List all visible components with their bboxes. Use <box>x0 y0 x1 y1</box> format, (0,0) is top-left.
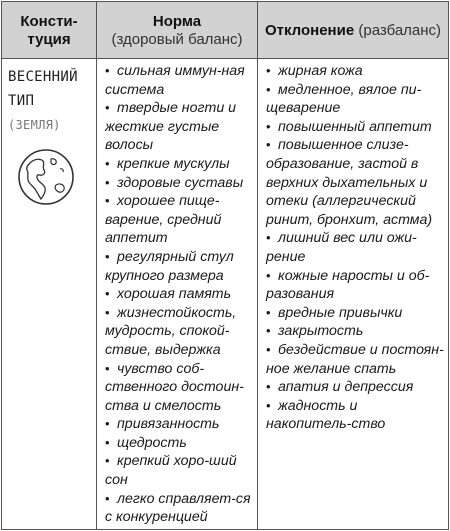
norm-item <box>105 490 253 527</box>
deviation-item <box>266 81 444 118</box>
bullet: • <box>266 323 271 339</box>
header-deviation <box>258 2 449 59</box>
bullet: • <box>105 193 110 209</box>
header-norm-subtitle: (здоровый баланс) <box>111 31 243 48</box>
type-title-element: (ЗЕМЛЯ) <box>8 118 61 132</box>
bullet: • <box>105 155 110 171</box>
norm-item-text: здоровые суставы <box>117 174 244 191</box>
deviation-item <box>266 341 444 378</box>
deviation-item <box>266 397 444 434</box>
norm-item-text: щедрость <box>117 434 187 451</box>
type-title-line1: ВЕСЕННИЙ <box>8 69 78 85</box>
deviation-item <box>266 229 444 266</box>
norm-item-text: сильная иммун-ная система <box>105 63 245 98</box>
deviation-item-text: апатия и депрессия <box>278 379 414 396</box>
deviation-item-text: жадность и накопитель-ство <box>266 397 386 433</box>
norm-item <box>105 434 253 453</box>
deviation-item-text: повышенный аппетит <box>278 118 432 135</box>
constitution-table <box>1 1 449 530</box>
type-title-line2 <box>8 89 92 137</box>
norm-item <box>105 452 253 489</box>
norm-item <box>105 192 253 248</box>
norm-item-text: крепкий хоро-ший сон <box>105 453 237 489</box>
bullet: • <box>266 397 271 413</box>
deviation-item <box>266 118 444 137</box>
deviation-item-text: медленное, вялое пи-щеварение <box>266 81 422 117</box>
norm-item-text: жизнестойкость, мудрость, спокой-ствие, выдержка <box>105 304 237 358</box>
bullet: • <box>105 490 110 506</box>
bullet: • <box>105 434 110 450</box>
norm-item <box>105 415 253 434</box>
norm-item-text: регулярный стул крупного размера <box>105 248 234 284</box>
norm-item-text: хорошая память <box>117 286 232 303</box>
header-deviation-title: Отклонение <box>264 22 355 39</box>
deviation-item-text: жирная кожа <box>278 63 363 79</box>
type-cell <box>2 59 97 530</box>
norm-item <box>105 285 253 304</box>
deviation-item <box>266 267 444 304</box>
deviation-item-text: повышенное слизе-образование, застой в верхних дыхательных и отеки (аллергический ринит, бронхит, астма) <box>266 137 433 228</box>
norm-item <box>105 360 253 416</box>
globe-icon <box>16 147 76 207</box>
header-constitution <box>2 2 97 59</box>
norm-item-text: твердые ногти и жесткие густые волосы <box>105 100 237 154</box>
bullet: • <box>266 304 271 320</box>
bullet: • <box>266 118 271 134</box>
deviation-item <box>266 62 444 81</box>
norm-item-text: хорошее пище-варение, средний аппетит <box>105 193 222 247</box>
norm-item-text: привязанность <box>117 416 220 433</box>
bullet: • <box>105 416 110 432</box>
norm-item-text: легко справляет-ся с конкуренцией <box>105 490 251 526</box>
spring-type-row <box>2 59 449 530</box>
norm-item-text: чувство соб-ственного достоин-ства и смелость <box>105 360 244 414</box>
deviation-item <box>266 378 444 397</box>
header-norm-title: Норма <box>152 13 202 30</box>
header-constitution-line2: туция <box>27 31 71 48</box>
bullet: • <box>266 230 271 246</box>
bullet: • <box>105 360 110 376</box>
bullet: • <box>266 137 271 153</box>
bullet: • <box>105 453 110 469</box>
bullet: • <box>266 379 271 395</box>
bullet: • <box>105 174 110 190</box>
type-title-main: ТИП <box>8 93 35 109</box>
header-constitution-line1: Консти- <box>20 13 78 30</box>
bullet: • <box>266 267 271 283</box>
norm-item <box>105 99 253 155</box>
deviation-item <box>266 136 444 229</box>
bullet: • <box>266 341 271 357</box>
deviation-item-text: вредные привычки <box>278 304 403 321</box>
norm-list <box>105 62 253 527</box>
deviation-item-text: лишний вес или ожи-рение <box>266 230 417 265</box>
bullet: • <box>266 81 271 97</box>
bullet: • <box>105 63 110 78</box>
deviation-item-text: бездействие и постоян-ное желание спать <box>266 341 444 377</box>
norm-item-text: крепкие мускулы <box>117 155 230 172</box>
deviation-item-text: кожные наросты и об-разования <box>266 267 430 303</box>
bullet: • <box>105 100 110 116</box>
norm-item <box>105 248 253 285</box>
header-deviation-subtitle: (разбаланс) <box>358 22 442 39</box>
bullet: • <box>105 286 110 302</box>
deviation-item <box>266 304 444 323</box>
bullet: • <box>105 304 110 320</box>
norm-item <box>105 62 253 99</box>
header-norm <box>97 2 258 59</box>
deviation-item-text: закрытость <box>278 323 364 340</box>
deviation-cell <box>258 59 449 530</box>
deviation-list <box>266 62 444 434</box>
norm-cell <box>97 59 258 530</box>
norm-item <box>105 304 253 360</box>
deviation-item <box>266 322 444 341</box>
norm-item <box>105 155 253 174</box>
bullet: • <box>266 63 271 78</box>
header-row <box>2 2 449 59</box>
bullet: • <box>105 248 110 264</box>
norm-item <box>105 174 253 193</box>
